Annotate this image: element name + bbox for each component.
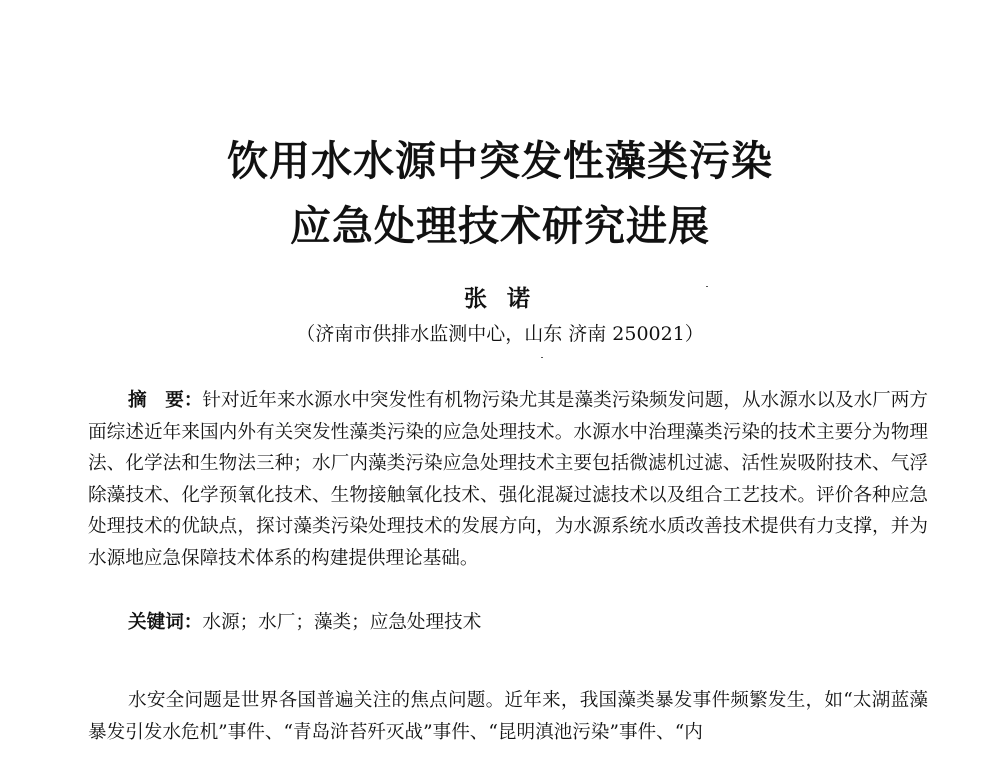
abstract [88,385,928,574]
author-name: 张 诺 [463,286,536,312]
keywords-label: 关键词： [128,612,203,633]
abstract-paragraph [88,385,928,574]
intro-paragraph: 水安全问题是世界各国普遍关注的焦点问题。近年来，我国藻类暴发事件频繁发生，如“太湖蓝藻暴发引发水危机”事件、“青岛浒苔歼灭战”事件、“昆明滇池污染”事件、“内 [88,690,928,743]
keywords-text: 水源；水厂；藻类；应急处理技术 [202,612,482,633]
abstract-text: 针对近年来水源水中突发性有机物污染尤其是藻类污染频发问题，从水源水以及水厂两方面综述近年来国内外有关突发性藻类污染的应急处理技术。水源水中治理藻类污染的技术主要分为物理法、化学法和生物法三种；水厂内藻类污染应急处理技术主要包括微滤机过滤、活性炭吸附技术、气浮除藻技术、化学预氧化技术、生物接触氧化技术、强化混凝过滤技术以及组合工艺技术。评价各种应急处理技术的优缺点，探讨藻类污染处理技术的发展方向，为水源系统水质改善技术提供有力支撑，并为水源地应急保障技术体系的构建提供理论基础。 [88,390,928,569]
author-affiliation: （济南市供排水监测中心，山东 济南 250021） [296,323,704,345]
keywords [88,607,928,639]
paper-title-line-2: 应急处理技术研究进展 [290,202,710,250]
abstract-label: 摘 要： [128,390,203,411]
introduction [88,685,928,748]
scan-speck [706,286,708,287]
paper-title-line-1: 饮用水水源中突发性藻类污染 [227,137,773,185]
scan-speck [541,357,543,358]
